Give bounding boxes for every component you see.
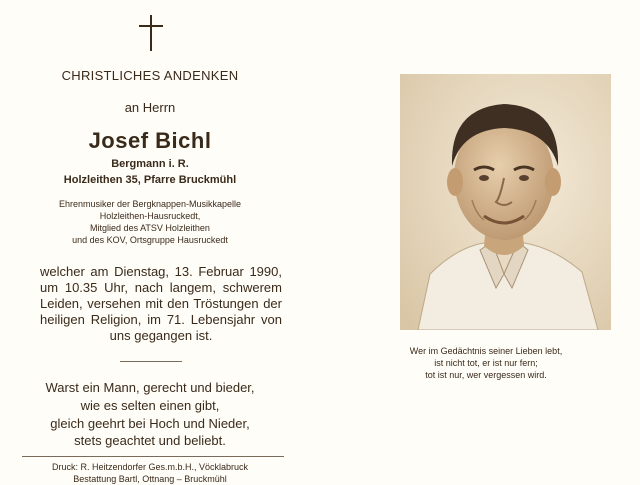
verse-line: wie es selten einen gibt, (80, 398, 220, 413)
death-notice-line: welcher am Dienstag, 13. Februar 1990, (40, 264, 282, 279)
death-notice-line: um 10.35 Uhr, nach langem, schwerem (40, 280, 282, 295)
deceased-name: Josef Bichl (88, 128, 212, 153)
death-notice-line: heiligen Religion, im 71. Lebensjahr von (40, 312, 282, 327)
verse-line: gleich geehrt bei Hoch und Nieder, (50, 416, 250, 431)
honor-line: Ehrenmusiker der Bergknappen-Musikkapelle (58, 199, 242, 209)
address: Holzleithen 35, Pfarre Bruckmühl (63, 174, 237, 186)
death-notice (40, 264, 282, 344)
portrait-illustration (400, 74, 611, 330)
verse-line: Warst ein Mann, gerecht und bieder, (45, 380, 255, 395)
death-notice-line: uns gegangen ist. (109, 328, 213, 343)
honor-line: Holzleithen-Hausruckedt, (99, 211, 201, 221)
quote-line: Wer im Gedächtnis seiner Lieben lebt, (409, 346, 563, 356)
honor-line: Mitglied des ATSV Holzleithen (90, 223, 210, 233)
verse-line: stets geachtet und beliebt. (74, 433, 226, 448)
death-notice-line: Leiden, versehen mit den Tröstungen der (40, 296, 282, 311)
funeral-home-line: Bestattung Bartl, Ottnang – Bruckmühl (73, 474, 227, 484)
quote-line: tot ist nur, wer vergessen wird. (425, 370, 547, 380)
divider (120, 361, 182, 362)
printer-line: Druck: R. Heitzendorfer Ges.m.b.H., Vöcklabruck (51, 462, 249, 472)
cross-vertical (150, 15, 152, 51)
cross-horizontal (139, 25, 163, 27)
footer-divider (22, 456, 284, 457)
portrait-photo (400, 74, 611, 330)
quote-line: ist nicht tot, er ist nur fern; (434, 358, 538, 368)
dedication: an Herrn (124, 100, 176, 115)
heading: CHRISTLICHES ANDENKEN (61, 68, 239, 83)
cross-icon (139, 15, 163, 51)
occupation: Bergmann i. R. (111, 158, 189, 170)
honor-line: und des KOV, Ortsgruppe Hausruckedt (72, 235, 228, 245)
